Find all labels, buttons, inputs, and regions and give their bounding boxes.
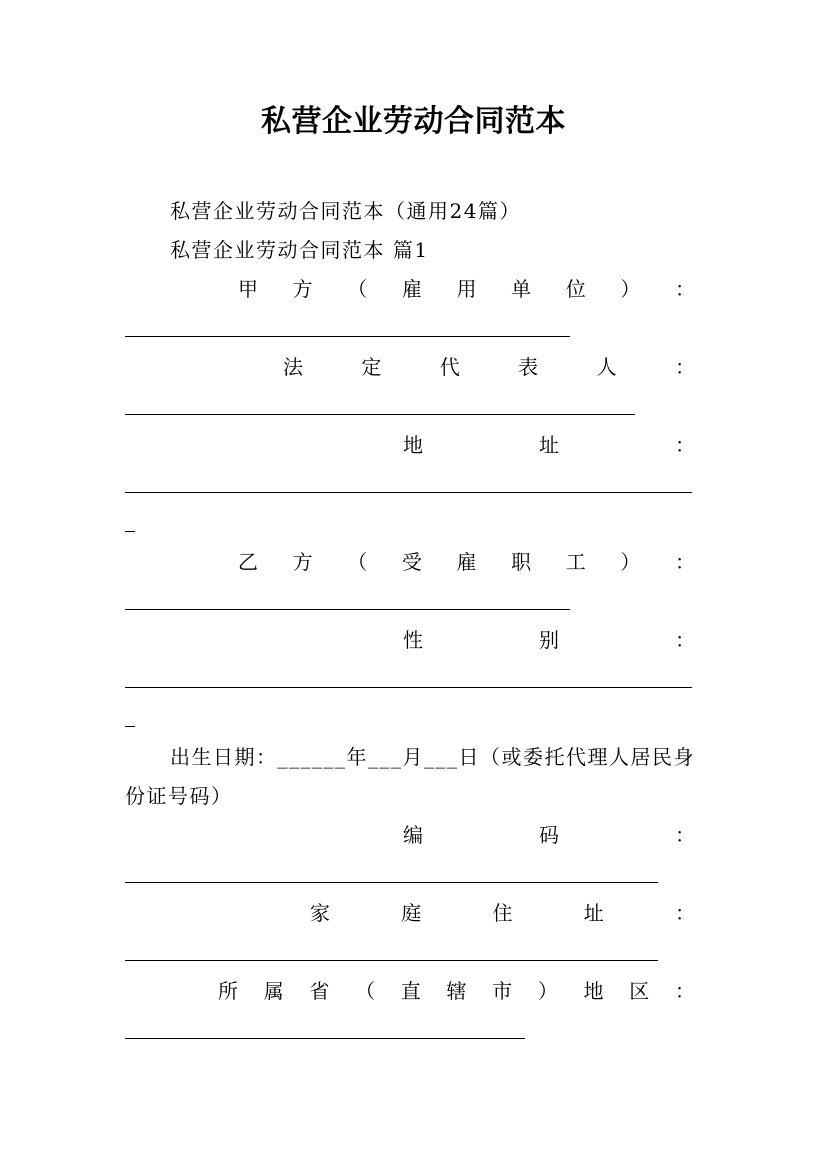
label-char: 雇 xyxy=(401,277,422,301)
label-char: 法 xyxy=(283,355,303,379)
label-char: 雇 xyxy=(456,550,477,574)
label-char: 方 xyxy=(292,550,313,574)
gender-label xyxy=(403,621,695,660)
label-char: 受 xyxy=(401,550,422,574)
label-char: 所 xyxy=(218,979,238,1003)
section-heading: 私营企业劳动合同范本 篇1 xyxy=(170,238,429,262)
label-char: 家 xyxy=(310,901,330,925)
row-legal-rep-blank xyxy=(0,387,827,426)
row-section-heading xyxy=(0,231,827,270)
label-char: 辖 xyxy=(446,979,467,1003)
label-char: 职 xyxy=(511,550,532,574)
label-char: 方 xyxy=(292,277,313,301)
label-char: ） xyxy=(620,550,641,574)
label-char: 地 xyxy=(403,433,423,457)
label-char: ： xyxy=(675,433,695,457)
label-char: 人 xyxy=(596,355,617,379)
label-char: 用 xyxy=(456,277,477,301)
label-char: 住 xyxy=(492,901,513,925)
fill-in-blank xyxy=(125,492,692,493)
label-char: 址 xyxy=(539,433,559,457)
label-char: 性 xyxy=(403,628,423,652)
row-address xyxy=(0,426,827,465)
label-char: ： xyxy=(675,550,695,574)
label-char: ： xyxy=(675,901,695,925)
row-birth-date-continued xyxy=(0,777,827,816)
row-address-blank xyxy=(0,465,827,504)
label-char: ： xyxy=(674,355,695,379)
label-char: 地 xyxy=(583,979,604,1003)
label-char: 码 xyxy=(539,823,559,847)
label-char: 单 xyxy=(511,277,532,301)
row-province-blank xyxy=(0,1011,827,1050)
label-char: 庭 xyxy=(401,901,422,925)
label-char: （ xyxy=(347,550,368,574)
label-char: 直 xyxy=(400,979,421,1003)
party-a-label xyxy=(238,270,695,309)
row-party-b-blank xyxy=(0,582,827,621)
label-char: 省 xyxy=(309,979,330,1003)
label-char: ： xyxy=(675,628,695,652)
label-char: ： xyxy=(675,823,695,847)
label-char: 属 xyxy=(263,979,284,1003)
fill-in-blank xyxy=(125,609,570,610)
row-legal-rep xyxy=(0,348,827,387)
label-char: ） xyxy=(620,277,641,301)
label-char: ： xyxy=(674,979,695,1003)
row-province xyxy=(0,972,827,1011)
label-char: 甲 xyxy=(238,277,258,301)
label-char: 址 xyxy=(583,901,604,925)
party-b-label xyxy=(238,543,695,582)
postcode-label xyxy=(403,816,695,855)
label-char: 别 xyxy=(539,628,559,652)
row-party-a xyxy=(0,270,827,309)
row-home-address xyxy=(0,894,827,933)
row-postcode xyxy=(0,816,827,855)
row-party-a-blank xyxy=(0,309,827,348)
row-address-blank-continued xyxy=(0,504,827,543)
label-char: 乙 xyxy=(238,550,258,574)
fill-in-blank xyxy=(125,687,692,688)
row-subtitle xyxy=(0,192,827,231)
row-gender-blank-continued xyxy=(0,699,827,738)
label-char: 区 xyxy=(629,979,650,1003)
document-body xyxy=(0,192,827,1050)
label-char: ） xyxy=(537,979,558,1003)
label-char: （ xyxy=(355,979,376,1003)
address-label xyxy=(403,426,695,465)
row-home-address-blank xyxy=(0,933,827,972)
legal-rep-label xyxy=(283,348,695,387)
label-char: ： xyxy=(675,277,695,301)
birth-date-text: 出生日期：______年___月___日（或委托代理人居民身 xyxy=(170,745,695,769)
document-subtitle: 私营企业劳动合同范本（通用24篇） xyxy=(170,199,521,223)
fill-in-blank-continuation xyxy=(125,726,135,727)
fill-in-blank xyxy=(125,1038,525,1039)
row-gender xyxy=(0,621,827,660)
province-label xyxy=(218,972,695,1011)
document-title: 私营企业劳动合同范本 xyxy=(261,104,566,139)
home-address-label xyxy=(310,894,695,933)
fill-in-blank xyxy=(125,414,635,415)
fill-in-blank xyxy=(125,336,570,337)
fill-in-blank xyxy=(125,960,658,961)
label-char: 编 xyxy=(403,823,423,847)
fill-in-blank-continuation xyxy=(125,531,135,532)
label-char: 市 xyxy=(492,979,513,1003)
label-char: 工 xyxy=(565,550,586,574)
label-char: （ xyxy=(347,277,368,301)
birth-date-text-continued: 份证号码） xyxy=(125,784,233,808)
row-party-b xyxy=(0,543,827,582)
label-char: 定 xyxy=(361,355,382,379)
label-char: 代 xyxy=(439,355,460,379)
row-gender-blank xyxy=(0,660,827,699)
label-char: 位 xyxy=(565,277,586,301)
row-postcode-blank xyxy=(0,855,827,894)
label-char: 表 xyxy=(518,355,539,379)
fill-in-blank xyxy=(125,882,658,883)
row-birth-date xyxy=(0,738,827,777)
